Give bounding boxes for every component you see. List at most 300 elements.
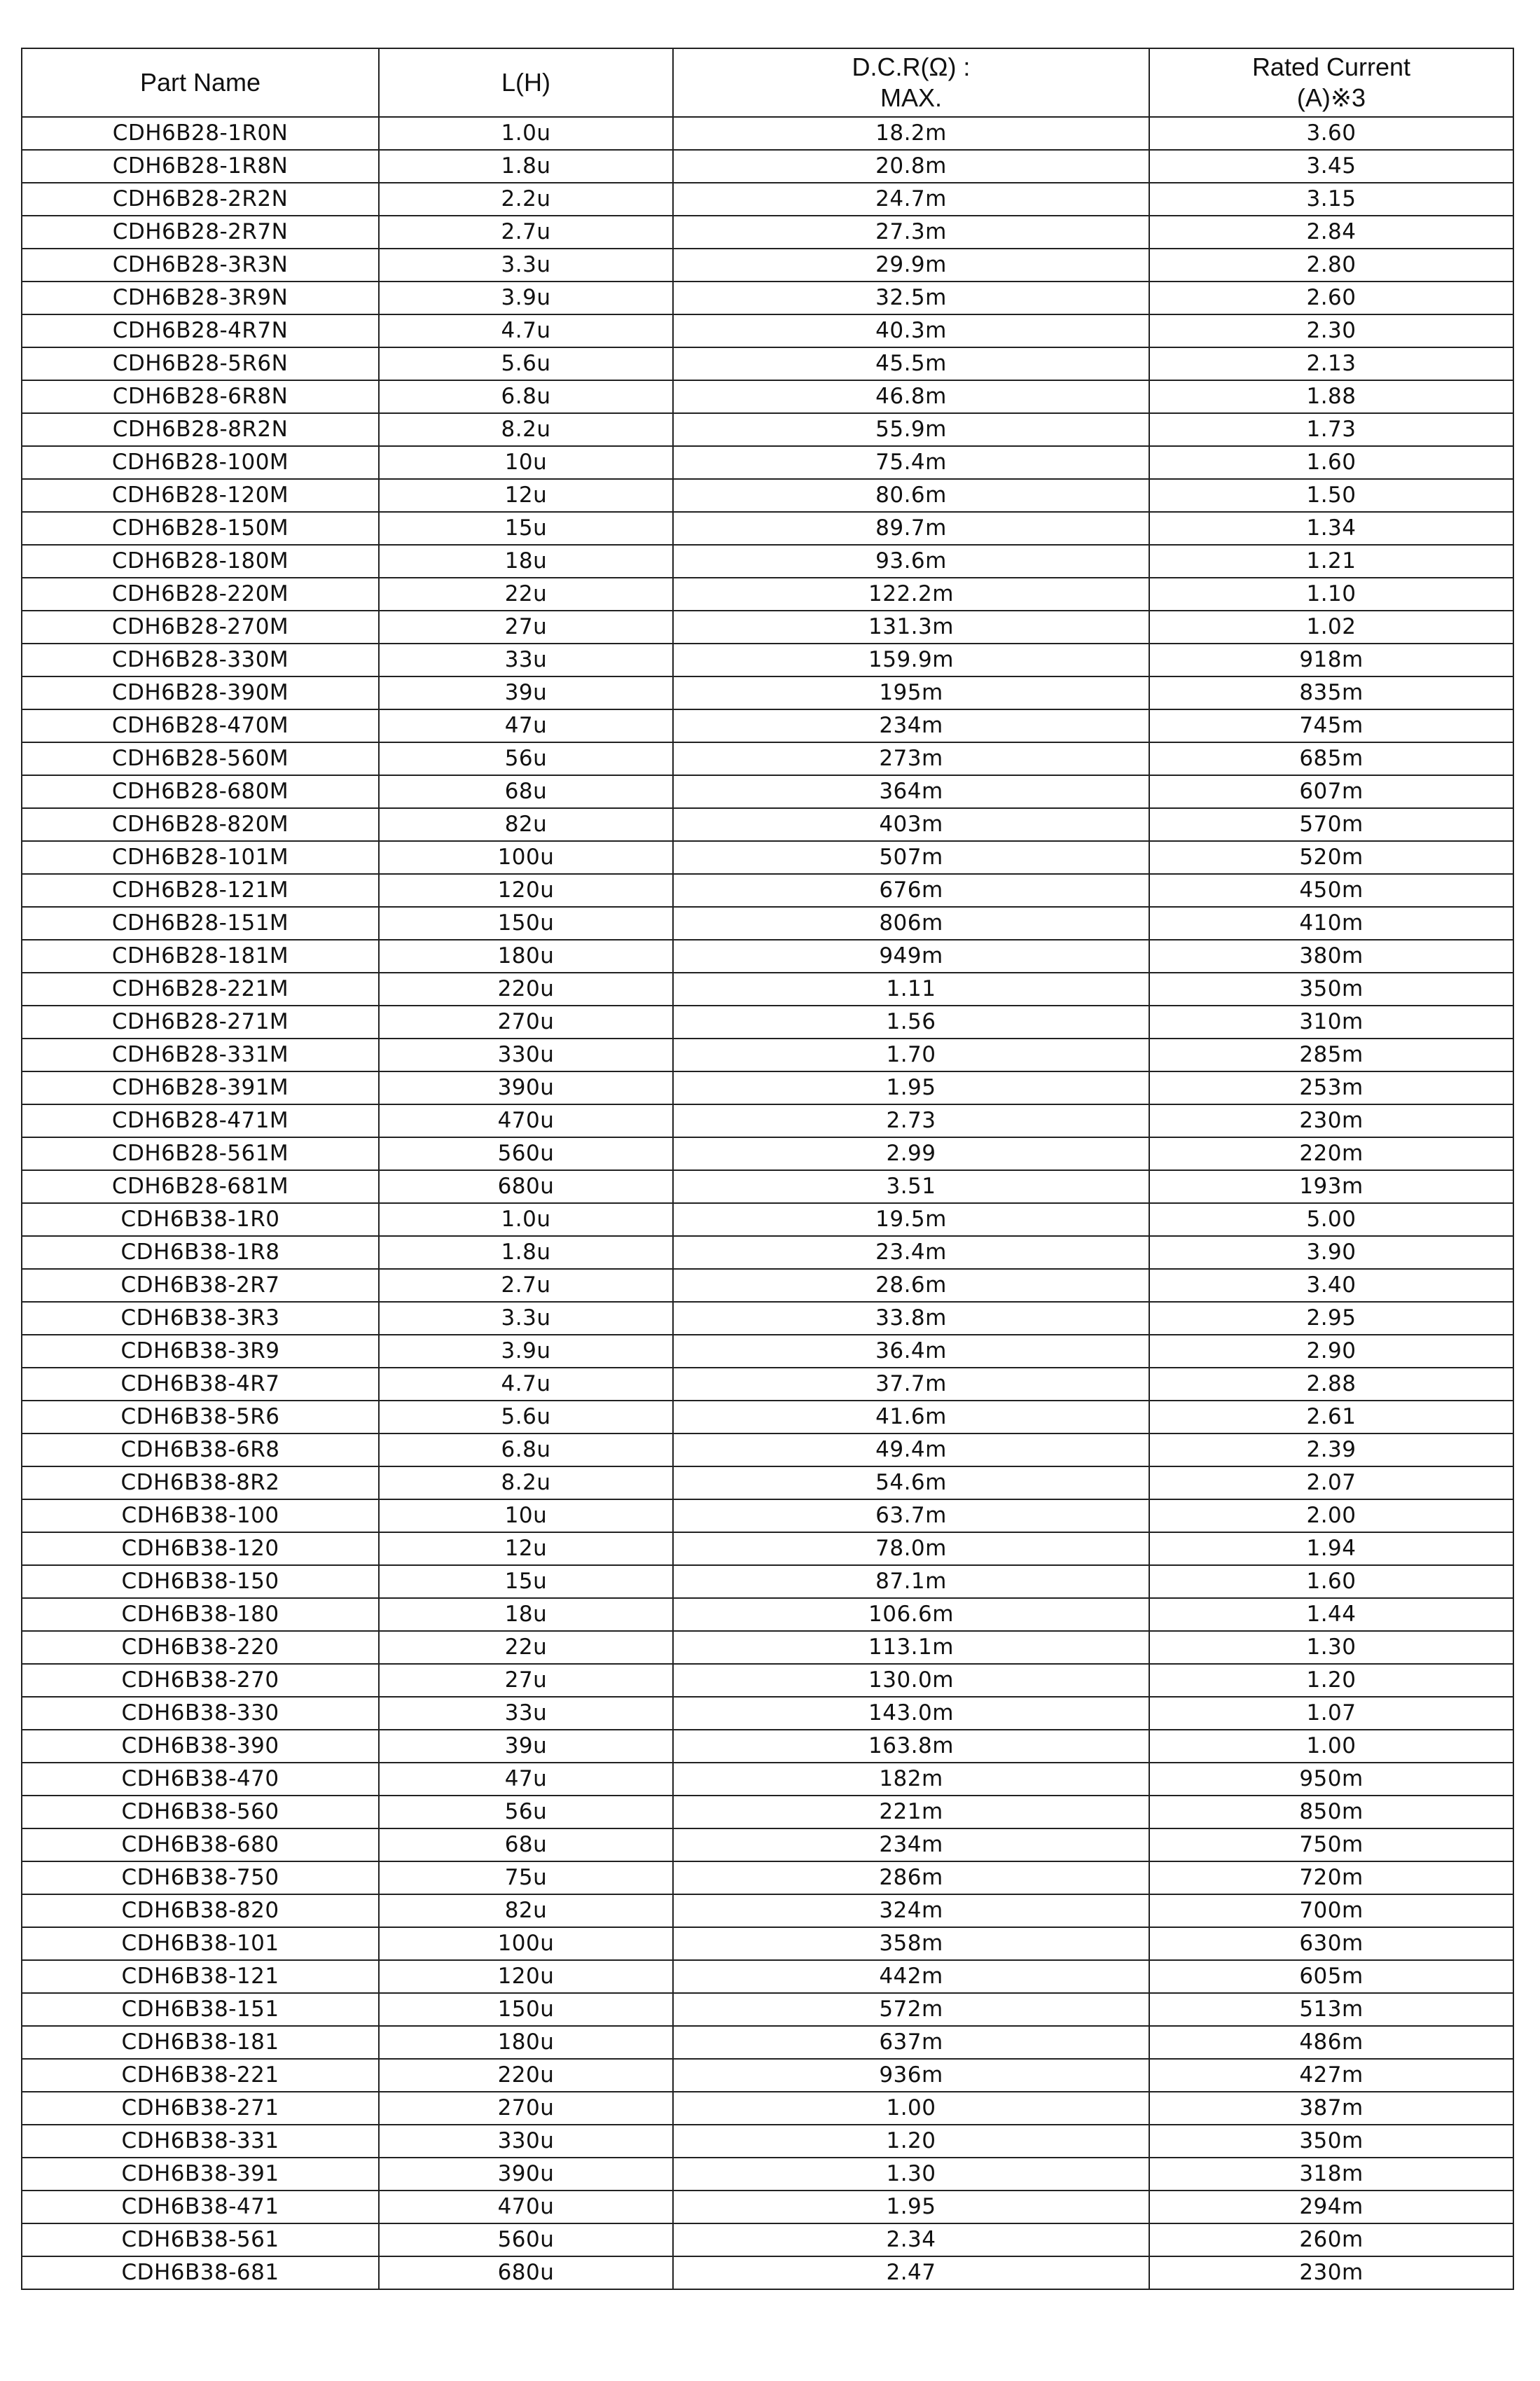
dcr-cell: 273m xyxy=(673,742,1149,775)
header-part-name: Part Name xyxy=(22,48,379,117)
inductance-cell: 4.7u xyxy=(379,314,673,347)
table-row xyxy=(22,1203,1513,1236)
dcr-cell: 78.0m xyxy=(673,1532,1149,1565)
dcr-cell: 637m xyxy=(673,2026,1149,2059)
table-row xyxy=(22,907,1513,940)
part-name-cell: CDH6B28-8R2N xyxy=(22,413,379,446)
dcr-cell: 949m xyxy=(673,940,1149,973)
table-row xyxy=(22,1269,1513,1302)
table-row xyxy=(22,611,1513,644)
inductance-cell: 27u xyxy=(379,1664,673,1697)
table-row xyxy=(22,841,1513,874)
part-name-cell: CDH6B28-181M xyxy=(22,940,379,973)
rated-current-cell: 2.00 xyxy=(1149,1499,1513,1532)
part-name-cell: CDH6B28-150M xyxy=(22,512,379,545)
table-row xyxy=(22,578,1513,611)
dcr-cell: 75.4m xyxy=(673,446,1149,479)
dcr-cell: 324m xyxy=(673,1894,1149,1927)
inductance-cell: 39u xyxy=(379,1730,673,1763)
part-name-cell: CDH6B38-750 xyxy=(22,1861,379,1894)
dcr-cell: 143.0m xyxy=(673,1697,1149,1730)
inductance-cell: 15u xyxy=(379,512,673,545)
inductance-cell: 68u xyxy=(379,775,673,808)
header-row xyxy=(22,48,1513,117)
inductance-cell: 270u xyxy=(379,2092,673,2125)
table-row xyxy=(22,1302,1513,1335)
inductance-cell: 12u xyxy=(379,479,673,512)
inductance-cell: 2.7u xyxy=(379,216,673,249)
inductance-cell: 15u xyxy=(379,1565,673,1598)
inductance-cell: 390u xyxy=(379,1071,673,1104)
part-name-cell: CDH6B28-680M xyxy=(22,775,379,808)
table-row xyxy=(22,2191,1513,2223)
part-name-cell: CDH6B28-561M xyxy=(22,1137,379,1170)
inductance-cell: 1.0u xyxy=(379,117,673,150)
rated-current-cell: 410m xyxy=(1149,907,1513,940)
part-name-cell: CDH6B28-221M xyxy=(22,973,379,1006)
part-name-cell: CDH6B28-390M xyxy=(22,676,379,709)
rated-current-cell: 5.00 xyxy=(1149,1203,1513,1236)
inductance-cell: 22u xyxy=(379,578,673,611)
part-name-cell: CDH6B28-120M xyxy=(22,479,379,512)
dcr-cell: 33.8m xyxy=(673,1302,1149,1335)
inductance-cell: 2.7u xyxy=(379,1269,673,1302)
rated-current-cell: 220m xyxy=(1149,1137,1513,1170)
inductance-cell: 560u xyxy=(379,1137,673,1170)
dcr-cell: 3.51 xyxy=(673,1170,1149,1203)
inductance-cell: 82u xyxy=(379,1894,673,1927)
rated-current-cell: 350m xyxy=(1149,2125,1513,2158)
dcr-cell: 40.3m xyxy=(673,314,1149,347)
dcr-cell: 221m xyxy=(673,1796,1149,1828)
part-name-cell: CDH6B38-150 xyxy=(22,1565,379,1598)
dcr-cell: 159.9m xyxy=(673,644,1149,676)
part-name-cell: CDH6B28-681M xyxy=(22,1170,379,1203)
part-name-cell: CDH6B38-560 xyxy=(22,1796,379,1828)
rated-current-cell: 387m xyxy=(1149,2092,1513,2125)
inductance-cell: 27u xyxy=(379,611,673,644)
dcr-cell: 1.70 xyxy=(673,1039,1149,1071)
inductance-cell: 150u xyxy=(379,1993,673,2026)
table-row xyxy=(22,940,1513,973)
table-row xyxy=(22,1006,1513,1039)
part-name-cell: CDH6B28-180M xyxy=(22,545,379,578)
rated-current-cell: 745m xyxy=(1149,709,1513,742)
part-name-cell: CDH6B38-1R0 xyxy=(22,1203,379,1236)
part-name-cell: CDH6B38-391 xyxy=(22,2158,379,2191)
part-name-cell: CDH6B28-2R7N xyxy=(22,216,379,249)
part-name-cell: CDH6B38-471 xyxy=(22,2191,379,2223)
table-row xyxy=(22,1466,1513,1499)
part-name-cell: CDH6B38-681 xyxy=(22,2256,379,2289)
inductance-cell: 150u xyxy=(379,907,673,940)
rated-current-cell: 1.60 xyxy=(1149,446,1513,479)
table-row xyxy=(22,1960,1513,1993)
inductance-cell: 18u xyxy=(379,545,673,578)
table-row xyxy=(22,282,1513,314)
rated-current-cell: 630m xyxy=(1149,1927,1513,1960)
table-row xyxy=(22,216,1513,249)
part-name-cell: CDH6B38-1R8 xyxy=(22,1236,379,1269)
rated-current-cell: 3.90 xyxy=(1149,1236,1513,1269)
rated-current-cell: 2.30 xyxy=(1149,314,1513,347)
rated-current-cell: 1.50 xyxy=(1149,479,1513,512)
part-name-cell: CDH6B28-331M xyxy=(22,1039,379,1071)
inductance-cell: 5.6u xyxy=(379,1401,673,1434)
rated-current-cell: 1.07 xyxy=(1149,1697,1513,1730)
rated-current-cell: 1.94 xyxy=(1149,1532,1513,1565)
part-name-cell: CDH6B28-1R0N xyxy=(22,117,379,150)
dcr-cell: 2.34 xyxy=(673,2223,1149,2256)
table-body xyxy=(22,117,1513,2289)
part-name-cell: CDH6B28-2R2N xyxy=(22,183,379,216)
header-dcr-line2: MAX. xyxy=(880,83,942,112)
table-row xyxy=(22,1104,1513,1137)
rated-current-cell: 2.88 xyxy=(1149,1368,1513,1401)
table-row xyxy=(22,1664,1513,1697)
part-name-cell: CDH6B38-390 xyxy=(22,1730,379,1763)
part-name-cell: CDH6B38-271 xyxy=(22,2092,379,2125)
table-row xyxy=(22,874,1513,907)
table-row xyxy=(22,644,1513,676)
rated-current-cell: 607m xyxy=(1149,775,1513,808)
table-row xyxy=(22,1071,1513,1104)
dcr-cell: 87.1m xyxy=(673,1565,1149,1598)
dcr-cell: 36.4m xyxy=(673,1335,1149,1368)
inductance-cell: 3.3u xyxy=(379,249,673,282)
table-row xyxy=(22,1861,1513,1894)
dcr-cell: 234m xyxy=(673,709,1149,742)
part-name-cell: CDH6B38-221 xyxy=(22,2059,379,2092)
rated-current-cell: 3.60 xyxy=(1149,117,1513,150)
dcr-cell: 46.8m xyxy=(673,380,1149,413)
inductance-cell: 470u xyxy=(379,1104,673,1137)
table-row xyxy=(22,1631,1513,1664)
dcr-cell: 131.3m xyxy=(673,611,1149,644)
table-row xyxy=(22,2059,1513,2092)
part-name-cell: CDH6B28-391M xyxy=(22,1071,379,1104)
part-name-cell: CDH6B28-151M xyxy=(22,907,379,940)
rated-current-cell: 1.21 xyxy=(1149,545,1513,578)
inductance-cell: 3.3u xyxy=(379,1302,673,1335)
part-name-cell: CDH6B38-100 xyxy=(22,1499,379,1532)
part-name-cell: CDH6B38-4R7 xyxy=(22,1368,379,1401)
inductance-cell: 100u xyxy=(379,841,673,874)
rated-current-cell: 570m xyxy=(1149,808,1513,841)
inductor-spec-table-container xyxy=(21,48,1513,2290)
inductance-cell: 8.2u xyxy=(379,1466,673,1499)
table-row xyxy=(22,2125,1513,2158)
table-row xyxy=(22,1137,1513,1170)
dcr-cell: 403m xyxy=(673,808,1149,841)
table-row xyxy=(22,314,1513,347)
part-name-cell: CDH6B38-330 xyxy=(22,1697,379,1730)
table-header xyxy=(22,48,1513,117)
rated-current-cell: 1.34 xyxy=(1149,512,1513,545)
part-name-cell: CDH6B28-121M xyxy=(22,874,379,907)
dcr-cell: 358m xyxy=(673,1927,1149,1960)
inductance-cell: 3.9u xyxy=(379,1335,673,1368)
dcr-cell: 89.7m xyxy=(673,512,1149,545)
inductance-cell: 10u xyxy=(379,1499,673,1532)
dcr-cell: 507m xyxy=(673,841,1149,874)
dcr-cell: 29.9m xyxy=(673,249,1149,282)
inductance-cell: 6.8u xyxy=(379,1434,673,1466)
dcr-cell: 80.6m xyxy=(673,479,1149,512)
part-name-cell: CDH6B28-1R8N xyxy=(22,150,379,183)
dcr-cell: 45.5m xyxy=(673,347,1149,380)
inductance-cell: 33u xyxy=(379,1697,673,1730)
dcr-cell: 195m xyxy=(673,676,1149,709)
rated-current-cell: 1.10 xyxy=(1149,578,1513,611)
dcr-cell: 122.2m xyxy=(673,578,1149,611)
dcr-cell: 27.3m xyxy=(673,216,1149,249)
inductance-cell: 680u xyxy=(379,2256,673,2289)
table-row xyxy=(22,1401,1513,1434)
table-row xyxy=(22,479,1513,512)
rated-current-cell: 1.88 xyxy=(1149,380,1513,413)
inductance-cell: 18u xyxy=(379,1598,673,1631)
rated-current-cell: 850m xyxy=(1149,1796,1513,1828)
dcr-cell: 2.73 xyxy=(673,1104,1149,1137)
part-name-cell: CDH6B38-6R8 xyxy=(22,1434,379,1466)
dcr-cell: 442m xyxy=(673,1960,1149,1993)
table-row xyxy=(22,117,1513,150)
rated-current-cell: 2.39 xyxy=(1149,1434,1513,1466)
rated-current-cell: 700m xyxy=(1149,1894,1513,1927)
table-row xyxy=(22,2158,1513,2191)
rated-current-cell: 294m xyxy=(1149,2191,1513,2223)
part-name-cell: CDH6B28-471M xyxy=(22,1104,379,1137)
dcr-cell: 1.95 xyxy=(673,2191,1149,2223)
table-row xyxy=(22,150,1513,183)
inductance-cell: 390u xyxy=(379,2158,673,2191)
part-name-cell: CDH6B28-6R8N xyxy=(22,380,379,413)
rated-current-cell: 3.45 xyxy=(1149,150,1513,183)
inductance-cell: 2.2u xyxy=(379,183,673,216)
rated-current-cell: 2.84 xyxy=(1149,216,1513,249)
part-name-cell: CDH6B38-561 xyxy=(22,2223,379,2256)
header-dcr-max xyxy=(673,48,1149,117)
rated-current-cell: 253m xyxy=(1149,1071,1513,1104)
part-name-cell: CDH6B28-470M xyxy=(22,709,379,742)
inductance-cell: 75u xyxy=(379,1861,673,1894)
header-rated-line1: Rated Current xyxy=(1251,53,1411,81)
part-name-cell: CDH6B38-3R3 xyxy=(22,1302,379,1335)
rated-current-cell: 193m xyxy=(1149,1170,1513,1203)
rated-current-cell: 918m xyxy=(1149,644,1513,676)
dcr-cell: 32.5m xyxy=(673,282,1149,314)
part-name-cell: CDH6B28-5R6N xyxy=(22,347,379,380)
part-name-cell: CDH6B38-101 xyxy=(22,1927,379,1960)
rated-current-cell: 605m xyxy=(1149,1960,1513,1993)
part-name-cell: CDH6B38-8R2 xyxy=(22,1466,379,1499)
header-rated-line2: (A)※3 xyxy=(1296,83,1366,112)
table-row xyxy=(22,1894,1513,1927)
dcr-cell: 63.7m xyxy=(673,1499,1149,1532)
rated-current-cell: 230m xyxy=(1149,2256,1513,2289)
table-row xyxy=(22,973,1513,1006)
rated-current-cell: 750m xyxy=(1149,1828,1513,1861)
inductance-cell: 82u xyxy=(379,808,673,841)
table-row xyxy=(22,775,1513,808)
table-row xyxy=(22,380,1513,413)
table-row xyxy=(22,347,1513,380)
dcr-cell: 182m xyxy=(673,1763,1149,1796)
table-row xyxy=(22,1236,1513,1269)
rated-current-cell: 230m xyxy=(1149,1104,1513,1137)
table-row xyxy=(22,808,1513,841)
rated-current-cell: 1.60 xyxy=(1149,1565,1513,1598)
dcr-cell: 18.2m xyxy=(673,117,1149,150)
table-row xyxy=(22,2026,1513,2059)
table-row xyxy=(22,1796,1513,1828)
dcr-cell: 234m xyxy=(673,1828,1149,1861)
rated-current-cell: 950m xyxy=(1149,1763,1513,1796)
dcr-cell: 20.8m xyxy=(673,150,1149,183)
table-row xyxy=(22,1335,1513,1368)
rated-current-cell: 486m xyxy=(1149,2026,1513,2059)
dcr-cell: 54.6m xyxy=(673,1466,1149,1499)
dcr-cell: 1.95 xyxy=(673,1071,1149,1104)
part-name-cell: CDH6B38-2R7 xyxy=(22,1269,379,1302)
rated-current-cell: 2.13 xyxy=(1149,347,1513,380)
rated-current-cell: 450m xyxy=(1149,874,1513,907)
part-name-cell: CDH6B38-151 xyxy=(22,1993,379,2026)
inductance-cell: 180u xyxy=(379,940,673,973)
inductance-cell: 220u xyxy=(379,973,673,1006)
table-row xyxy=(22,1763,1513,1796)
part-name-cell: CDH6B38-5R6 xyxy=(22,1401,379,1434)
table-row xyxy=(22,249,1513,282)
inductance-cell: 330u xyxy=(379,2125,673,2158)
dcr-cell: 41.6m xyxy=(673,1401,1149,1434)
inductance-cell: 22u xyxy=(379,1631,673,1664)
inductance-cell: 56u xyxy=(379,742,673,775)
dcr-cell: 37.7m xyxy=(673,1368,1149,1401)
part-name-cell: CDH6B38-180 xyxy=(22,1598,379,1631)
inductance-cell: 3.9u xyxy=(379,282,673,314)
part-name-cell: CDH6B38-181 xyxy=(22,2026,379,2059)
dcr-cell: 19.5m xyxy=(673,1203,1149,1236)
dcr-cell: 1.00 xyxy=(673,2092,1149,2125)
inductance-cell: 1.8u xyxy=(379,150,673,183)
inductance-cell: 180u xyxy=(379,2026,673,2059)
part-name-cell: CDH6B28-330M xyxy=(22,644,379,676)
inductance-cell: 5.6u xyxy=(379,347,673,380)
dcr-cell: 130.0m xyxy=(673,1664,1149,1697)
inductance-cell: 10u xyxy=(379,446,673,479)
rated-current-cell: 1.20 xyxy=(1149,1664,1513,1697)
rated-current-cell: 2.95 xyxy=(1149,1302,1513,1335)
part-name-cell: CDH6B28-4R7N xyxy=(22,314,379,347)
table-row xyxy=(22,446,1513,479)
table-row xyxy=(22,1170,1513,1203)
inductance-cell: 1.8u xyxy=(379,1236,673,1269)
inductance-cell: 120u xyxy=(379,874,673,907)
part-name-cell: CDH6B38-3R9 xyxy=(22,1335,379,1368)
rated-current-cell: 835m xyxy=(1149,676,1513,709)
part-name-cell: CDH6B38-270 xyxy=(22,1664,379,1697)
dcr-cell: 676m xyxy=(673,874,1149,907)
inductance-cell: 120u xyxy=(379,1960,673,1993)
rated-current-cell: 380m xyxy=(1149,940,1513,973)
table-row xyxy=(22,545,1513,578)
part-name-cell: CDH6B38-121 xyxy=(22,1960,379,1993)
dcr-cell: 936m xyxy=(673,2059,1149,2092)
rated-current-cell: 318m xyxy=(1149,2158,1513,2191)
dcr-cell: 2.99 xyxy=(673,1137,1149,1170)
table-row xyxy=(22,1499,1513,1532)
rated-current-cell: 2.07 xyxy=(1149,1466,1513,1499)
dcr-cell: 113.1m xyxy=(673,1631,1149,1664)
inductance-cell: 47u xyxy=(379,709,673,742)
rated-current-cell: 1.00 xyxy=(1149,1730,1513,1763)
rated-current-cell: 3.15 xyxy=(1149,183,1513,216)
table-row xyxy=(22,413,1513,446)
table-row xyxy=(22,1598,1513,1631)
part-name-cell: CDH6B38-470 xyxy=(22,1763,379,1796)
inductance-cell: 12u xyxy=(379,1532,673,1565)
rated-current-cell: 285m xyxy=(1149,1039,1513,1071)
rated-current-cell: 350m xyxy=(1149,973,1513,1006)
rated-current-cell: 513m xyxy=(1149,1993,1513,2026)
dcr-cell: 1.20 xyxy=(673,2125,1149,2158)
part-name-cell: CDH6B28-820M xyxy=(22,808,379,841)
dcr-cell: 163.8m xyxy=(673,1730,1149,1763)
table-row xyxy=(22,2223,1513,2256)
table-row xyxy=(22,2092,1513,2125)
inductance-cell: 560u xyxy=(379,2223,673,2256)
part-name-cell: CDH6B28-271M xyxy=(22,1006,379,1039)
part-name-cell: CDH6B28-3R9N xyxy=(22,282,379,314)
part-name-cell: CDH6B28-270M xyxy=(22,611,379,644)
dcr-cell: 2.47 xyxy=(673,2256,1149,2289)
table-row xyxy=(22,676,1513,709)
part-name-cell: CDH6B38-331 xyxy=(22,2125,379,2158)
table-row xyxy=(22,1565,1513,1598)
inductance-cell: 47u xyxy=(379,1763,673,1796)
table-row xyxy=(22,1532,1513,1565)
table-row xyxy=(22,1434,1513,1466)
table-row xyxy=(22,1828,1513,1861)
inductance-cell: 470u xyxy=(379,2191,673,2223)
rated-current-cell: 520m xyxy=(1149,841,1513,874)
rated-current-cell: 2.90 xyxy=(1149,1335,1513,1368)
dcr-cell: 23.4m xyxy=(673,1236,1149,1269)
inductance-cell: 56u xyxy=(379,1796,673,1828)
part-name-cell: CDH6B38-220 xyxy=(22,1631,379,1664)
dcr-cell: 1.56 xyxy=(673,1006,1149,1039)
rated-current-cell: 1.44 xyxy=(1149,1598,1513,1631)
inductance-cell: 39u xyxy=(379,676,673,709)
table-row xyxy=(22,512,1513,545)
table-row xyxy=(22,1368,1513,1401)
table-row xyxy=(22,183,1513,216)
inductance-cell: 68u xyxy=(379,1828,673,1861)
inductor-spec-table xyxy=(21,48,1514,2290)
inductance-cell: 330u xyxy=(379,1039,673,1071)
part-name-cell: CDH6B28-100M xyxy=(22,446,379,479)
inductance-cell: 33u xyxy=(379,644,673,676)
rated-current-cell: 720m xyxy=(1149,1861,1513,1894)
part-name-cell: CDH6B28-101M xyxy=(22,841,379,874)
inductance-cell: 1.0u xyxy=(379,1203,673,1236)
part-name-cell: CDH6B28-220M xyxy=(22,578,379,611)
dcr-cell: 24.7m xyxy=(673,183,1149,216)
dcr-cell: 49.4m xyxy=(673,1434,1149,1466)
part-name-cell: CDH6B38-680 xyxy=(22,1828,379,1861)
